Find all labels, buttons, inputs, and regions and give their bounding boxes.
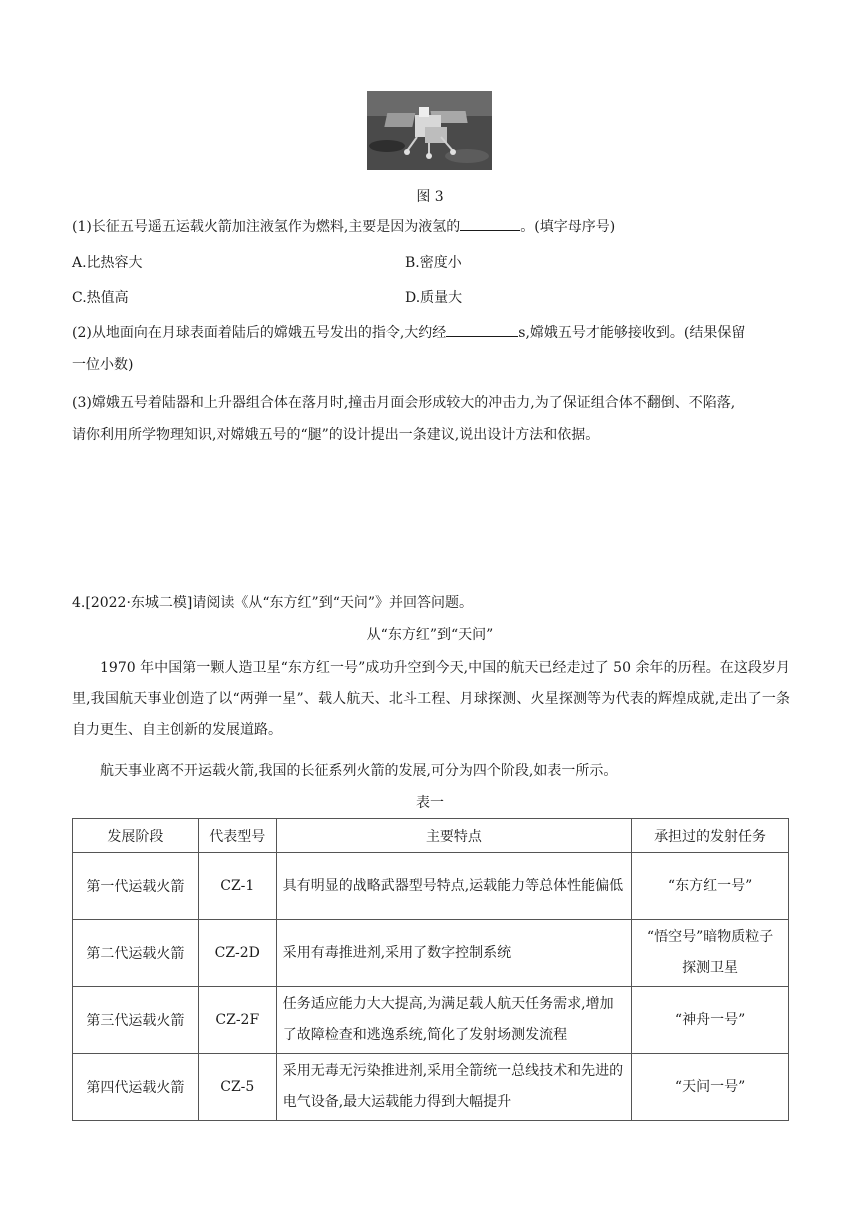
q3-part2-suffix: s,嫦娥五号才能够接收到。(结果保留 bbox=[518, 325, 746, 341]
header-feature: 主要特点 bbox=[276, 819, 631, 853]
article-paragraph-2: 航天事业离不开运载火箭,我国的长征系列火箭的发展,可分为四个阶段,如表一所示。 bbox=[100, 763, 618, 779]
cell-model: CZ-1 bbox=[198, 853, 276, 920]
option-c: C.热值高 bbox=[72, 290, 129, 306]
cell-task: “神舟一号” bbox=[632, 987, 789, 1054]
cell-model: CZ-2D bbox=[198, 920, 276, 987]
cell-feature: 具有明显的战略武器型号特点,运载能力等总体性能偏低 bbox=[276, 853, 631, 920]
q4-number: 4. bbox=[72, 595, 86, 611]
q4-heading bbox=[72, 592, 473, 612]
q3-part1-suffix: 。(填字母序号) bbox=[520, 219, 616, 235]
cell-stage: 第二代运载火箭 bbox=[73, 920, 199, 987]
table-header-row bbox=[73, 819, 789, 853]
header-task: 承担过的发射任务 bbox=[632, 819, 789, 853]
option-d: D.质量大 bbox=[405, 290, 463, 306]
header-model: 代表型号 bbox=[198, 819, 276, 853]
cell-feature: 采用无毒无污染推进剂,采用全箭统一总线技术和先进的电气设备,最大运载能力得到大幅提升 bbox=[276, 1054, 631, 1121]
rocket-table bbox=[72, 818, 789, 1121]
q4-prompt: 请阅读《从“东方红”到“天问”》并回答问题。 bbox=[192, 595, 474, 611]
q4-source: [2022·东城二模] bbox=[85, 595, 193, 611]
table-row bbox=[73, 920, 789, 987]
q3-part3-line1: (3)嫦娥五号着陆器和上升器组合体在落月时,撞击月面会形成较大的冲击力,为了保证组合体不翻倒、不陷落, bbox=[72, 395, 736, 411]
cell-feature: 任务适应能力大大提高,为满足载人航天任务需求,增加了故障检查和逃逸系统,简化了发射场测发流程 bbox=[276, 987, 631, 1054]
q3-part2 bbox=[72, 322, 745, 342]
cell-stage: 第三代运载火箭 bbox=[73, 987, 199, 1054]
q3-part3-line2: 请你利用所学物理知识,对嫦娥五号的“腿”的设计提出一条建议,说出设计方法和依据。 bbox=[72, 427, 600, 443]
cell-stage: 第一代运载火箭 bbox=[73, 853, 199, 920]
cell-task: “悟空号”暗物质粒子探测卫星 bbox=[632, 920, 789, 987]
cell-task: “天问一号” bbox=[632, 1054, 789, 1121]
cell-model: CZ-5 bbox=[198, 1054, 276, 1121]
table-row bbox=[73, 853, 789, 920]
option-b: B.密度小 bbox=[405, 255, 462, 271]
cell-task: “东方红一号” bbox=[632, 853, 789, 920]
table-row bbox=[73, 1054, 789, 1121]
header-stage: 发展阶段 bbox=[73, 819, 199, 853]
chang-e-5-lander-photo bbox=[367, 91, 492, 170]
article-paragraph-1: 1970 年中国第一颗人造卫星“东方红一号”成功升空到今天,中国的航天已经走过了 50 余年的历程。在这段岁月里,我国航天事业创造了以“两弹一星”、载人航天、北斗工程、月球探测、火星探测等为代表的辉煌成就,走出了一条自力更生、自主创新的发展道路。 bbox=[72, 660, 790, 738]
q3-part1-prefix: (1)长征五号遥五运载火箭加注液氢作为燃料,主要是因为液氢的 bbox=[72, 219, 461, 235]
cell-model: CZ-2F bbox=[198, 987, 276, 1054]
table-caption: 表一 bbox=[416, 795, 444, 811]
option-a: A.比热容大 bbox=[72, 255, 143, 271]
q3-part1 bbox=[72, 216, 615, 236]
answer-blank-2[interactable] bbox=[446, 322, 518, 337]
q3-part2-prefix: (2)从地面向在月球表面着陆后的嫦娥五号发出的指令,大约经 bbox=[72, 325, 447, 341]
article-title: 从“东方红”到“天问” bbox=[366, 627, 494, 643]
table-row bbox=[73, 987, 789, 1054]
figure-caption: 图 3 bbox=[416, 189, 444, 205]
cell-stage: 第四代运载火箭 bbox=[73, 1054, 199, 1121]
q3-part2-line2: 一位小数) bbox=[72, 357, 134, 373]
answer-blank-1[interactable] bbox=[460, 216, 520, 231]
cell-feature: 采用有毒推进剂,采用了数字控制系统 bbox=[276, 920, 631, 987]
